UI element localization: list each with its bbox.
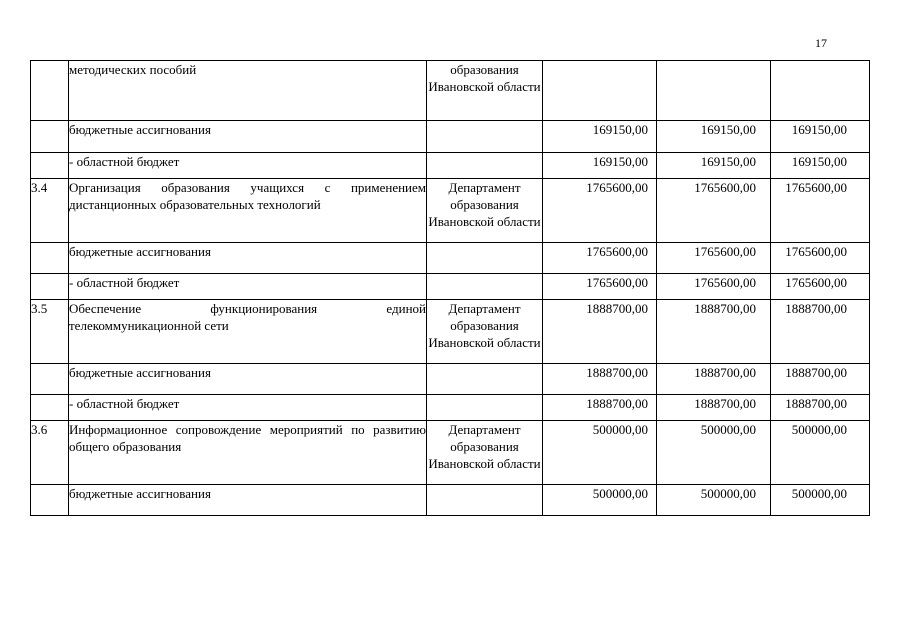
executor-cell — [427, 153, 543, 179]
row-number-cell — [31, 485, 69, 516]
budget-table — [30, 60, 870, 516]
item-name-cell: бюджетные ассигнования — [69, 364, 427, 395]
executor-cell: Департамент образования Ивановской области — [427, 300, 543, 364]
table-row — [31, 179, 870, 243]
amount-cell-year-1: 1765600,00 — [543, 179, 657, 243]
table-row — [31, 243, 870, 274]
table-row — [31, 274, 870, 300]
amount-cell-year-2: 500000,00 — [657, 421, 771, 485]
item-name-cell: бюджетные ассигнования — [69, 121, 427, 153]
amount-cell-year-3: 1765600,00 — [771, 274, 870, 300]
amount-cell-year-3 — [771, 61, 870, 121]
row-number-cell: 3.5 — [31, 300, 69, 364]
row-number-cell — [31, 395, 69, 421]
amount-cell-year-2: 169150,00 — [657, 153, 771, 179]
amount-cell-year-3: 1765600,00 — [771, 243, 870, 274]
amount-cell-year-2: 1888700,00 — [657, 395, 771, 421]
row-number-cell — [31, 274, 69, 300]
executor-cell: Департамент образования Ивановской области — [427, 421, 543, 485]
executor-cell — [427, 395, 543, 421]
table-row — [31, 395, 870, 421]
amount-cell-year-1: 1888700,00 — [543, 300, 657, 364]
table-row — [31, 153, 870, 179]
item-name-cell: методических пособий — [69, 61, 427, 121]
executor-cell — [427, 121, 543, 153]
row-number-cell — [31, 61, 69, 121]
amount-cell-year-2: 169150,00 — [657, 121, 771, 153]
table-row — [31, 485, 870, 516]
item-name-cell: - областной бюджет — [69, 395, 427, 421]
executor-cell: Департамент образования Ивановской области — [427, 179, 543, 243]
table-row — [31, 421, 870, 485]
amount-cell-year-3: 169150,00 — [771, 121, 870, 153]
amount-cell-year-3: 169150,00 — [771, 153, 870, 179]
item-name-cell: - областной бюджет — [69, 153, 427, 179]
row-number-cell — [31, 243, 69, 274]
table-row — [31, 61, 870, 121]
table-row — [31, 121, 870, 153]
amount-cell-year-1: 169150,00 — [543, 121, 657, 153]
amount-cell-year-1 — [543, 61, 657, 121]
item-name-cell: Информационное сопровождение мероприятий по развитию общего образования — [69, 421, 427, 485]
amount-cell-year-2: 1765600,00 — [657, 179, 771, 243]
amount-cell-year-3: 1765600,00 — [771, 179, 870, 243]
row-number-cell — [31, 364, 69, 395]
amount-cell-year-3: 1888700,00 — [771, 300, 870, 364]
amount-cell-year-1: 500000,00 — [543, 421, 657, 485]
amount-cell-year-1: 1888700,00 — [543, 395, 657, 421]
amount-cell-year-3: 1888700,00 — [771, 395, 870, 421]
row-number-cell — [31, 121, 69, 153]
row-number-cell: 3.6 — [31, 421, 69, 485]
amount-cell-year-1: 1765600,00 — [543, 274, 657, 300]
executor-cell — [427, 243, 543, 274]
executor-cell — [427, 364, 543, 395]
item-name-cell: - областной бюджет — [69, 274, 427, 300]
amount-cell-year-1: 1888700,00 — [543, 364, 657, 395]
executor-cell: образования Ивановской области — [427, 61, 543, 121]
table-row — [31, 300, 870, 364]
page-number: 17 — [815, 36, 827, 50]
budget-table-body — [31, 61, 870, 516]
amount-cell-year-3: 1888700,00 — [771, 364, 870, 395]
amount-cell-year-1: 1765600,00 — [543, 243, 657, 274]
amount-cell-year-2: 1765600,00 — [657, 274, 771, 300]
amount-cell-year-2: 1888700,00 — [657, 300, 771, 364]
amount-cell-year-2: 1888700,00 — [657, 364, 771, 395]
row-number-cell: 3.4 — [31, 179, 69, 243]
amount-cell-year-1: 500000,00 — [543, 485, 657, 516]
item-name-cell: бюджетные ассигнования — [69, 243, 427, 274]
row-number-cell — [31, 153, 69, 179]
table-row — [31, 364, 870, 395]
item-name-cell: Обеспечение функционирования единой телекоммуникационной сети — [69, 300, 427, 364]
amount-cell-year-2: 1765600,00 — [657, 243, 771, 274]
executor-cell — [427, 485, 543, 516]
amount-cell-year-2 — [657, 61, 771, 121]
item-name-cell: бюджетные ассигнования — [69, 485, 427, 516]
amount-cell-year-3: 500000,00 — [771, 485, 870, 516]
amount-cell-year-3: 500000,00 — [771, 421, 870, 485]
executor-cell — [427, 274, 543, 300]
amount-cell-year-1: 169150,00 — [543, 153, 657, 179]
item-name-cell: Организация образования учащихся с применением дистанционных образовательных технологий — [69, 179, 427, 243]
amount-cell-year-2: 500000,00 — [657, 485, 771, 516]
